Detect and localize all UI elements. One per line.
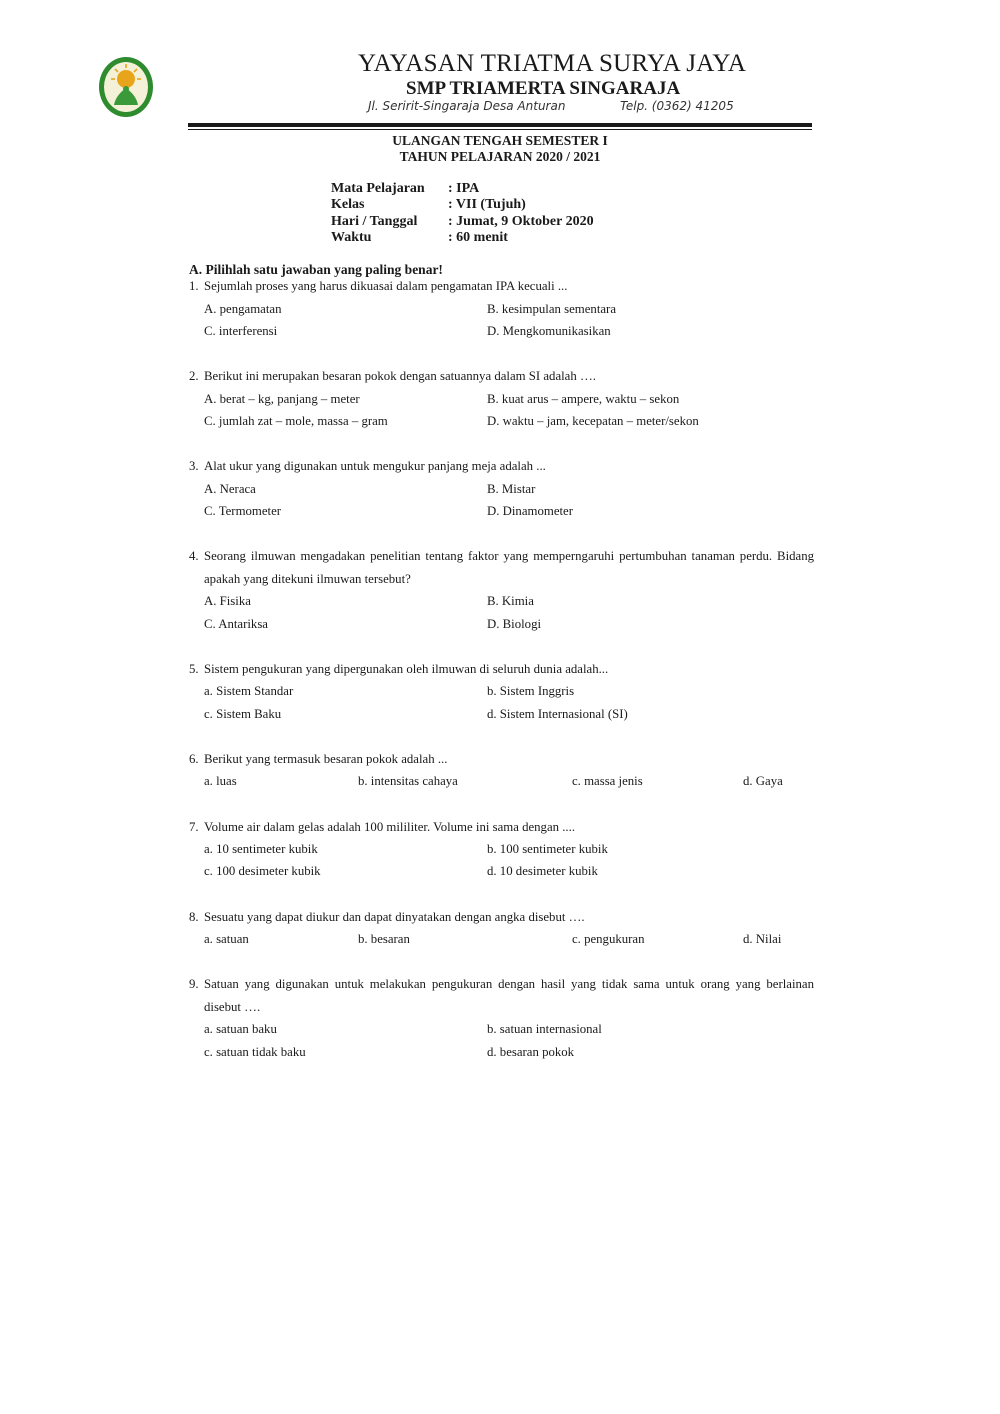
info-label-subject: Mata Pelajaran: [331, 181, 425, 196]
answer-option: d. Nilai: [743, 932, 782, 946]
info-value-time: : 60 menit: [448, 230, 508, 245]
answer-option: c. pengukuran: [572, 932, 645, 946]
answer-option: C. Termometer: [204, 504, 282, 518]
answer-option: b. besaran: [358, 932, 410, 946]
answer-option: d. 10 desimeter kubik: [487, 864, 598, 878]
question-text-continued: apakah yang ditekuni ilmuwan tersebut?: [204, 572, 411, 586]
question-number: 2.: [189, 369, 199, 383]
question-text: Satuan yang digunakan untuk melakukan pengukuran dengan hasil yang tidak sama untuk orang yang berlainan: [204, 977, 814, 991]
question-text: Sesuatu yang dapat diukur dan dapat dinyatakan dengan angka disebut ….: [204, 910, 585, 924]
answer-option: d. Sistem Internasional (SI): [487, 707, 628, 721]
answer-option: c. 100 desimeter kubik: [204, 864, 321, 878]
school-phone: Telp. (0362) 41205: [620, 99, 734, 113]
answer-option: B. kuat arus – ampere, waktu – sekon: [487, 392, 680, 406]
question-text: Volume air dalam gelas adalah 100 mililiter. Volume ini sama dengan ....: [204, 820, 576, 834]
answer-option: a. satuan baku: [204, 1022, 277, 1036]
answer-option: c. satuan tidak baku: [204, 1045, 306, 1059]
info-label-date: Hari / Tanggal: [331, 214, 418, 229]
question-number: 3.: [189, 459, 199, 473]
question-number: 4.: [189, 549, 199, 563]
answer-option: C. jumlah zat – mole, massa – gram: [204, 414, 388, 428]
answer-option: b. intensitas cahaya: [358, 774, 458, 788]
question-text-continued: disebut ….: [204, 1000, 261, 1014]
answer-option: B. kesimpulan sementara: [487, 302, 616, 316]
answer-option: A. Fisika: [204, 594, 251, 608]
header-divider: [188, 123, 812, 127]
section-a-instruction: A. Pilihlah satu jawaban yang paling benar!: [189, 262, 443, 277]
answer-option: C. Antariksa: [204, 617, 268, 631]
question-text: Seorang ilmuwan mengadakan penelitian tentang faktor yang memperngaruhi pertumbuhan tanaman perdu. Bidang: [204, 549, 814, 563]
school-address: Jl. Seririt-Singaraja Desa Anturan: [368, 99, 566, 113]
answer-option: D. Mengkomunikasikan: [487, 324, 611, 338]
answer-option: d. Gaya: [743, 774, 783, 788]
foundation-name: YAYASAN TRIATMA SURYA JAYA: [358, 50, 747, 77]
info-label-time: Waktu: [331, 230, 372, 245]
question-text: Alat ukur yang digunakan untuk mengukur panjang meja adalah ...: [204, 459, 546, 473]
school-name: SMP TRIAMERTA SINGARAJA: [406, 78, 681, 99]
question-text: Berikut yang termasuk besaran pokok adalah ...: [204, 752, 448, 766]
answer-option: a. satuan: [204, 932, 249, 946]
exam-year: TAHUN PELAJARAN 2020 / 2021: [399, 149, 601, 164]
answer-option: b. satuan internasional: [487, 1022, 602, 1036]
question-text: Berikut ini merupakan besaran pokok dengan satuannya dalam SI adalah ….: [204, 369, 596, 383]
answer-option: a. luas: [204, 774, 237, 788]
exam-title: ULANGAN TENGAH SEMESTER I: [392, 133, 608, 148]
info-label-class: Kelas: [331, 197, 365, 212]
answer-option: A. Neraca: [204, 482, 256, 496]
info-value-subject: : IPA: [448, 181, 480, 196]
answer-option: b. Sistem Inggris: [487, 684, 575, 698]
answer-option: a. 10 sentimeter kubik: [204, 842, 318, 856]
info-value-class: : VII (Tujuh): [448, 197, 526, 212]
answer-option: D. Biologi: [487, 617, 542, 631]
answer-option: A. berat – kg, panjang – meter: [204, 392, 360, 406]
question-text: Sistem pengukuran yang dipergunakan oleh ilmuwan di seluruh dunia adalah...: [204, 662, 609, 676]
answer-option: B. Mistar: [487, 482, 536, 496]
answer-option: c. Sistem Baku: [204, 707, 282, 721]
question-number: 5.: [189, 662, 199, 676]
question-number: 1.: [189, 279, 199, 293]
answer-option: c. massa jenis: [572, 774, 643, 788]
question-number: 8.: [189, 910, 199, 924]
answer-option: D. Dinamometer: [487, 504, 573, 518]
answer-option: B. Kimia: [487, 594, 534, 608]
school-logo-icon: [97, 55, 155, 119]
school-logo: [97, 55, 155, 119]
question-number: 6.: [189, 752, 199, 766]
header-divider-thin: [188, 129, 812, 130]
question-number: 7.: [189, 820, 199, 834]
question-text: Sejumlah proses yang harus dikuasai dalam pengamatan IPA kecuali ...: [204, 279, 568, 293]
question-number: 9.: [189, 977, 199, 991]
answer-option: d. besaran pokok: [487, 1045, 575, 1059]
answer-option: D. waktu – jam, kecepatan – meter/sekon: [487, 414, 699, 428]
answer-option: C. interferensi: [204, 324, 278, 338]
info-value-date: : Jumat, 9 Oktober 2020: [448, 214, 594, 229]
answer-option: b. 100 sentimeter kubik: [487, 842, 608, 856]
answer-option: a. Sistem Standar: [204, 684, 294, 698]
answer-option: A. pengamatan: [204, 302, 282, 316]
